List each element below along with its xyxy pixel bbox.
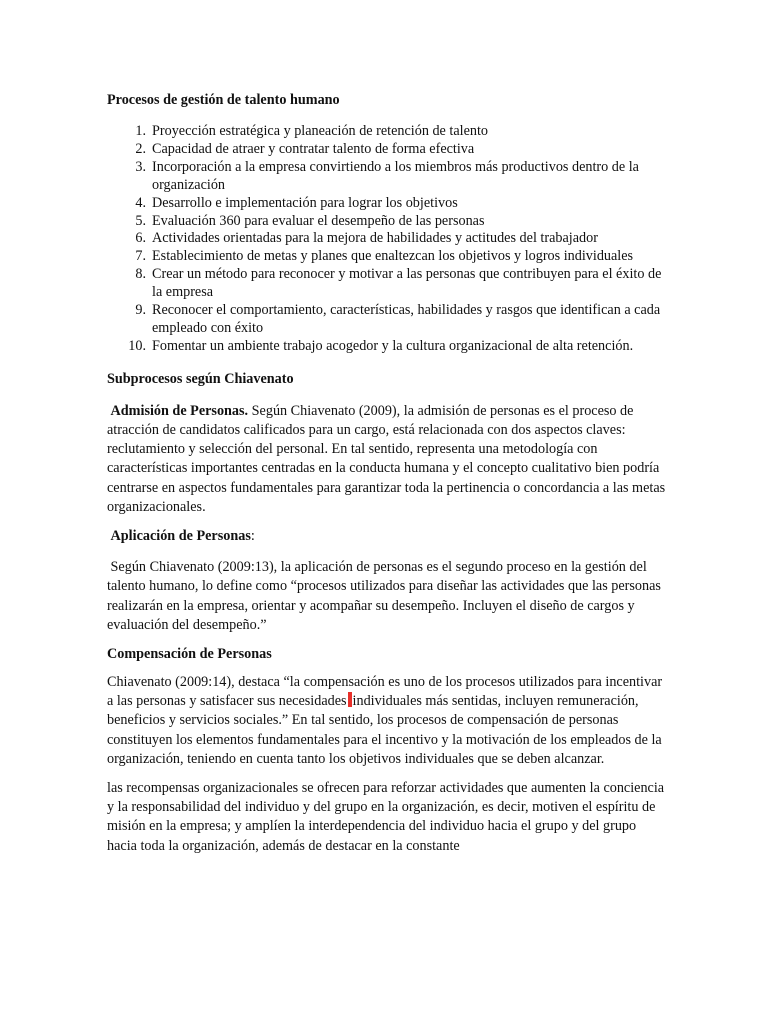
list-number: 2. xyxy=(135,140,146,157)
list-number: 3. xyxy=(135,158,146,175)
aplicacion-suffix: : xyxy=(250,528,255,544)
process-list xyxy=(107,123,668,356)
list-item xyxy=(107,141,668,159)
list-item xyxy=(107,248,668,266)
admision-label: Admisión de Personas. xyxy=(110,402,249,419)
list-text: Crear un método para reconocer y motivar a las personas que contribuyen para el éxito de la empresa xyxy=(152,266,662,301)
list-text: Fomentar un ambiente trabajo acogedor y la cultura organizacional de alta retención. xyxy=(152,337,634,354)
list-number: 6. xyxy=(135,230,146,247)
document-title: Procesos de gestión de talento humano xyxy=(107,92,340,108)
text-cursor xyxy=(348,692,352,707)
list-item xyxy=(107,302,668,338)
aplicacion-text: Según Chiavenato (2009:13), la aplicación de personas es el segundo proceso en la gestión del talento humano, lo define como “procesos utilizados para diseñar las actividades que las personas realizarán en la empresa, orientar y acompañar su desempeño. Incluyen el diseño de cargos y evaluación del desempeño.” xyxy=(107,559,661,633)
aplicacion-heading xyxy=(107,527,668,546)
list-number: 10. xyxy=(128,337,146,354)
list-text: Actividades orientadas para la mejora de habilidades y actitudes del trabajador xyxy=(152,230,598,247)
list-text: Proyección estratégica y planeación de retención de talento xyxy=(152,123,489,139)
list-item xyxy=(107,213,668,231)
list-number: 8. xyxy=(135,266,146,283)
list-number: 1. xyxy=(135,123,146,139)
list-number: 5. xyxy=(135,212,146,229)
list-item xyxy=(107,230,668,248)
list-item xyxy=(107,266,668,302)
list-number: 4. xyxy=(135,194,146,211)
list-text: Reconocer el comportamiento, características, habilidades y rasgos que identifican a cada empleado con éxito xyxy=(152,302,661,336)
list-item xyxy=(107,123,668,141)
list-item xyxy=(107,159,668,195)
admision-text: Según Chiavenato (2009), la admisión de personas es el proceso de atracción de candidatos calificados para un cargo, está relacionada con dos aspectos claves: reclutamiento y selección del personal. En tal sentido, representa una metodología con características importantes centradas en la conducta humana y el concepto cualitativo bien podría centrarse en aspectos fundamentales para garantizar toda la pertinencia o concordancia a las metas organizacionales. xyxy=(107,402,666,515)
list-text: Evaluación 360 para evaluar el desempeño de las personas xyxy=(152,212,485,229)
list-item xyxy=(107,195,668,213)
aplicacion-paragraph xyxy=(107,558,668,635)
recompensas-paragraph: las recompensas organizacionales se ofrecen para reforzar actividades que aumenten la conciencia y la responsabilidad del individuo y del grupo en la organización, es decir, motiven el espíritu de misión en la empresa; y amplíen la interdependencia del individuo hacia el grupo y del grupo hacia toda la organización, además de destacar en la constante xyxy=(107,780,665,854)
list-text: Incorporación a la empresa convirtiendo a los miembros más productivos dentro de la organización xyxy=(152,158,639,193)
list-number: 9. xyxy=(135,302,146,319)
subprocesos-heading: Subprocesos según Chiavenato xyxy=(107,370,294,387)
list-text: Desarrollo e implementación para lograr los objetivos xyxy=(152,194,458,211)
list-text: Establecimiento de metas y planes que enaltezcan los objetivos y logros individuales xyxy=(152,248,634,265)
list-text: Capacidad de atraer y contratar talento de forma efectiva xyxy=(152,140,475,157)
aplicacion-label: Aplicación de Personas xyxy=(110,528,251,544)
compensacion-paragraph xyxy=(107,673,668,769)
compensacion-text-a: Chiavenato (2009:14), destaca “la compensación es uno de los procesos utilizados para incentivar a las personas y satisfacer sus necesidades xyxy=(107,674,663,710)
compensacion-text-b: individuales más sentidas, incluyen remuneración, beneficios y servicios sociales.” En tal sentido, los procesos de compensación de personas constituyen los elementos fundamentales para el incentivo y la motivación de los empleados de la organización, teniendo en cuenta tanto los objetivos individuales que se deben alcanzar. xyxy=(107,693,662,767)
list-number: 7. xyxy=(135,248,146,265)
admision-paragraph xyxy=(107,402,668,517)
compensacion-heading: Compensación de Personas xyxy=(107,646,272,663)
list-item xyxy=(107,338,668,356)
